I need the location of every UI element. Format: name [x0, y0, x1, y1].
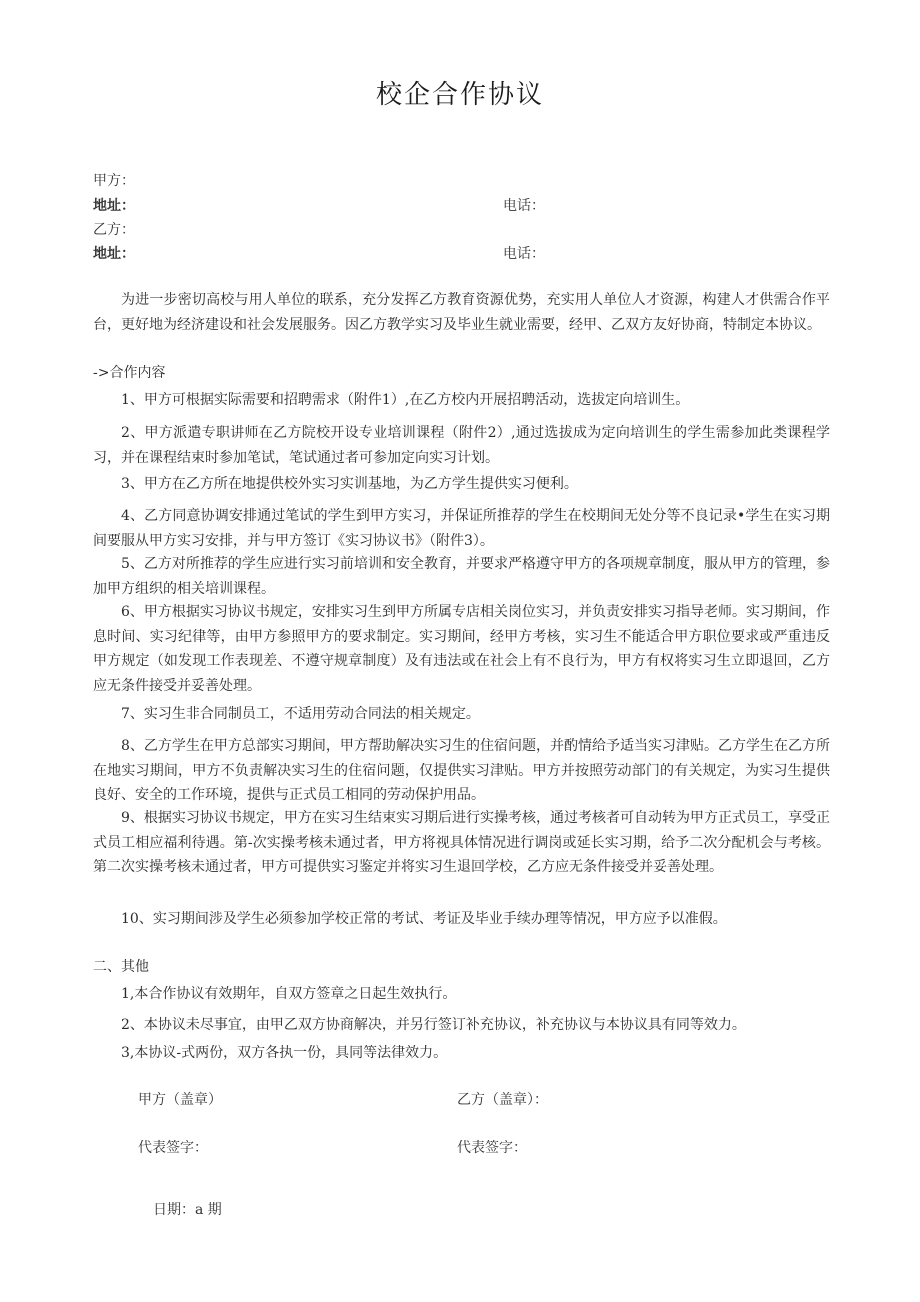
party-a-label: 甲方：	[93, 173, 135, 189]
party-a-address-label: 地址：	[93, 198, 135, 214]
section-other-heading: 二、其他	[93, 959, 149, 975]
party-b-seal-label: 乙方（盖章）：	[457, 1092, 548, 1108]
document-title: 校企合作协议	[375, 80, 544, 110]
clause-6: 6、甲方根据实习协议书规定，安排实习生到甲方所属专店相关岗位实习，并负责安排实习指导老师。实习期间，作息时间、实习纪律等，由甲方参照甲方的要求制定。实习期间，经甲方考核，实习生不能适合甲方职位要求或严重违反甲方规定（如发现工作表现差、不遵守规章制度）及有违法或在社会上有不良行为，甲方有权将实习生立即退回，乙方应无条件接受并妥善处理。	[93, 604, 830, 694]
party-b-label: 乙方：	[93, 222, 135, 238]
clause-2: 2、甲方派遣专职讲师在乙方院校开设专业培训课程（附件2）,通过选拔成为定向培训生的学生需参加此类课程学习，并在课程结束时参加笔试，笔试通过者可参加定向实习计划。	[93, 425, 830, 466]
intro-paragraph: 为进一步密切高校与用人单位的联系，充分发挥乙方教育资源优势，充实用人单位人才资源，构建人才供需合作平台，更好地为经济建设和社会发展服务。因乙方教学实习及毕业生就业需要，经甲、乙双方友好协商，特制定本协议。	[93, 292, 830, 333]
date-label: 日期：a 期	[153, 1202, 222, 1218]
section-cooperation-heading: ->合作内容	[93, 365, 166, 381]
clause-9: 9、根据实习协议书规定，甲方在实习生结束实习期后进行实操考核，通过考核者可自动转为甲方正式员工，享受正式员工相应福利待遇。第-次实操考核未通过者，甲方将视具体情况进行调岗或延长实习期，给予二次分配机会与考核。第二次实操考核未通过者，甲方可提供实习鉴定并将实习生退回学校，乙方应无条件接受并妥善处理。	[93, 810, 830, 875]
clause-10: 10、实习期间涉及学生必须参加学校正常的考试、考证及毕业手续办理等情况，甲方应予以准假。	[121, 911, 727, 927]
party-a-phone-label: 电话：	[503, 198, 545, 214]
party-b-address-label: 地址：	[93, 246, 135, 262]
clause-7: 7、实习生非合同制员工，不适用劳动合同法的相关规定。	[121, 706, 480, 722]
party-b-representative-label: 代表签字：	[457, 1140, 527, 1156]
party-a-representative-label: 代表签字：	[138, 1140, 208, 1156]
clause-1: 1、甲方可根据实际需要和招聘需求（附件1）,在乙方校内开展招聘活动，选拔定向培训生。	[121, 392, 690, 408]
clause-4: 4、乙方同意协调安排通过笔试的学生到甲方实习，并保证所推荐的学生在校期间无处分等不良记录•学生在实习期间要服从甲方实习安排，并与甲方签订《实习协议书》（附件3）。	[93, 508, 830, 549]
party-b-phone-label: 电话：	[503, 246, 545, 262]
other-item-2: 2、本协议未尽事宜，由甲乙双方协商解决，并另行签订补充协议，补充协议与本协议具有同等效力。	[121, 1017, 746, 1033]
clause-5: 5、乙方对所推荐的学生应进行实习前培训和安全教育，并要求严格遵守甲方的各项规章制度，服从甲方的管理，参加甲方组织的相关培训课程。	[93, 556, 830, 597]
clause-3: 3、甲方在乙方所在地提供校外实习实训基地，为乙方学生提供实习便利。	[121, 476, 578, 492]
other-item-1: 1,本合作协议有效期年，自双方签章之日起生效执行。	[121, 986, 457, 1002]
other-item-3: 3,本协议-式两份，双方各执一份，具同等法律效力。	[121, 1045, 448, 1061]
clause-8: 8、乙方学生在甲方总部实习期间，甲方帮助解决实习生的住宿问题，并酌情给予适当实习津贴。乙方学生在乙方所在地实习期间，甲方不负责解决实习生的住宿问题，仅提供实习津贴。甲方并按照劳动部门的有关规定，为实习生提供良好、安全的工作环境，提供与正式员工相同的劳动保护用品。	[93, 738, 830, 803]
party-a-seal-label: 甲方（盖章）	[138, 1092, 222, 1108]
